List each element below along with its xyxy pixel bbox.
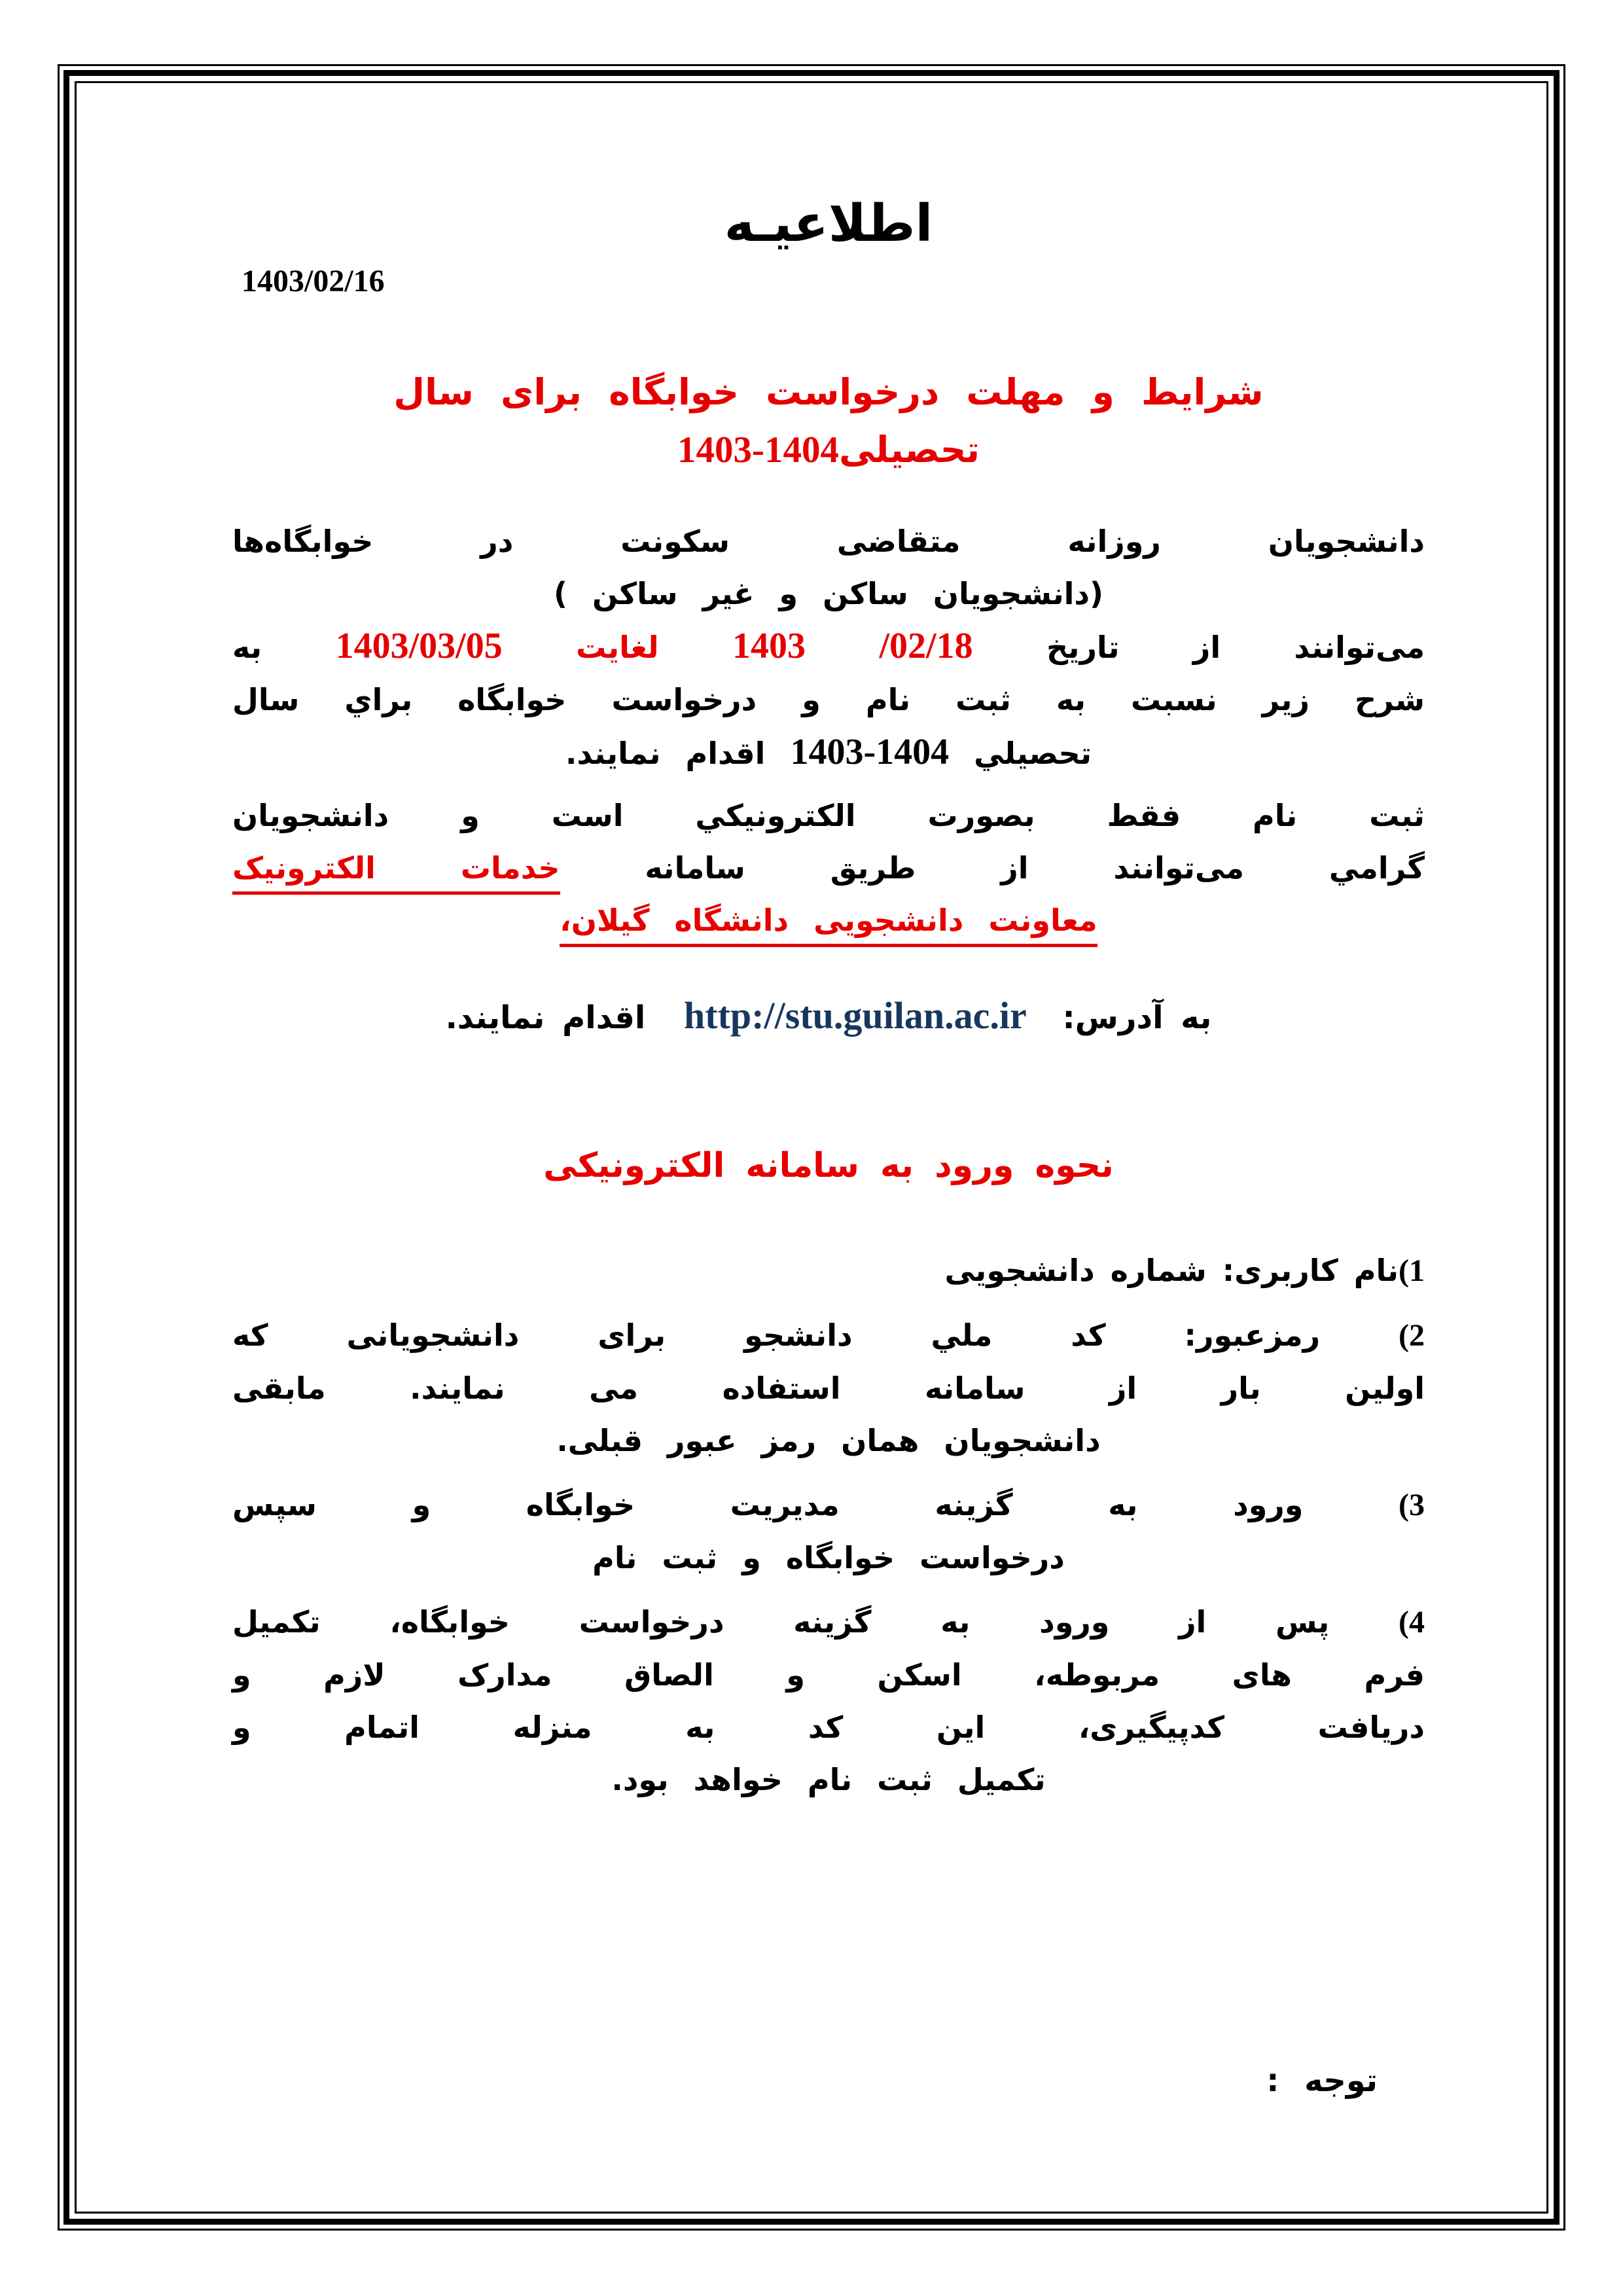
page-frame-inner (75, 81, 1548, 2214)
page-title: اطلاعيـه (724, 194, 933, 253)
paragraph-line-dates (232, 620, 1425, 673)
start-date-year: 1403 (732, 626, 806, 666)
end-date: 1403/03/05 (335, 626, 503, 666)
main-heading (232, 363, 1425, 479)
item-number: 3) (1399, 1488, 1425, 1522)
paragraph-line-deputy (232, 894, 1425, 946)
student-deputy-label: معاونت دانشجويی دانشگاه گيلان، (560, 903, 1097, 947)
page-frame-outer (58, 64, 1565, 2231)
paragraph-registration (232, 789, 1425, 946)
list-item-password (232, 1309, 1425, 1467)
text-segment: تحصيلي (974, 736, 1092, 771)
item-number: 4) (1399, 1605, 1425, 1640)
academic-years: 1403-1404 (790, 732, 950, 772)
list-item-tracking-code (232, 1596, 1425, 1806)
list-line: فرم های مربوطه، اسکن و الصاق مدارک لازم و (232, 1657, 1425, 1693)
text-segment: ورود به گزينه مديريت خوابگاه و سپس (232, 1487, 1304, 1522)
list-line: درخواست خوابگاه و ثبت نام (592, 1540, 1065, 1575)
list-line (232, 1244, 1425, 1297)
text-segment: می‌توانند از تاريخ (1046, 630, 1425, 665)
list-line: اولين بار از سامانه استفاده می نمايند. مابقی (232, 1371, 1425, 1406)
text-segment: به آدرس: (1062, 999, 1212, 1036)
heading-year-word: تحصیلی (838, 429, 980, 471)
paragraph-line-year (232, 726, 1425, 780)
list-line: تکميل ثبت نام خواهد بود. (611, 1762, 1046, 1797)
instructions-list (232, 1244, 1425, 1806)
start-date-dayspart: /02/18 (879, 626, 973, 666)
section-heading-login: نحوه ورود به سامانه الکترونيکی (543, 1146, 1114, 1185)
until-word: لغايت (576, 630, 659, 665)
address-line (232, 986, 1425, 1048)
text-segment: نام کاربری: شماره دانشجويی (944, 1253, 1399, 1288)
portal-url-link[interactable]: http://stu.guilan.ac.ir (684, 994, 1027, 1037)
document-content (77, 83, 1546, 2212)
list-item-dorm-menu (232, 1479, 1425, 1584)
item-number: 1) (1399, 1253, 1425, 1288)
date-stamp: 1403/02/16 (241, 264, 385, 298)
list-line (232, 1596, 1425, 1649)
list-line: دريافت کدپيگيری، اين کد به منزله اتمام و (232, 1710, 1425, 1745)
main-heading-line1: شرايط و مهلت درخواست خوابگاه برای سال (393, 371, 1264, 413)
text-segment: رمزعبور: کد ملي دانشجو برای دانشجويانی که (232, 1318, 1321, 1353)
heading-years: 1403-1404 (677, 429, 839, 471)
list-line (232, 1309, 1425, 1362)
paragraph-line: ثبت نام فقط بصورت الکترونيکي است و دانشجويان (232, 798, 1425, 833)
list-line: دانشجويان همان رمز عبور قبلی. (556, 1423, 1101, 1458)
text-segment: اقدام نمايند. (445, 999, 646, 1036)
text-segment: به (232, 630, 262, 665)
text-segment: پس از ورود به گزينه درخواست خوابگاه، تکميل (232, 1604, 1330, 1640)
paragraph-line: دانشجويان روزانه متقاضی سکونت در خوابگاه‌ها (232, 524, 1425, 559)
electronic-services-label: خدمات الکترونيک (232, 850, 560, 895)
list-line (232, 1479, 1425, 1532)
paragraph-line: شرح زير نسبت به ثبت نام و درخواست خوابگاه براي سال (232, 682, 1425, 717)
text-segment: گرامي می‌توانند از طريق سامانه (645, 850, 1425, 886)
paragraph-eligibility (232, 515, 1425, 780)
item-number: 2) (1399, 1318, 1425, 1353)
text-segment: اقدام نمايند. (565, 736, 766, 771)
paragraph-line-services (232, 842, 1425, 894)
paragraph-line: (دانشجويان ساکن و غير ساکن ) (553, 576, 1104, 611)
page-frame-thick (63, 70, 1560, 2225)
attention-label: توجه : (1266, 2062, 1378, 2099)
list-item-username (232, 1244, 1425, 1297)
main-heading-line2 (232, 421, 1425, 479)
